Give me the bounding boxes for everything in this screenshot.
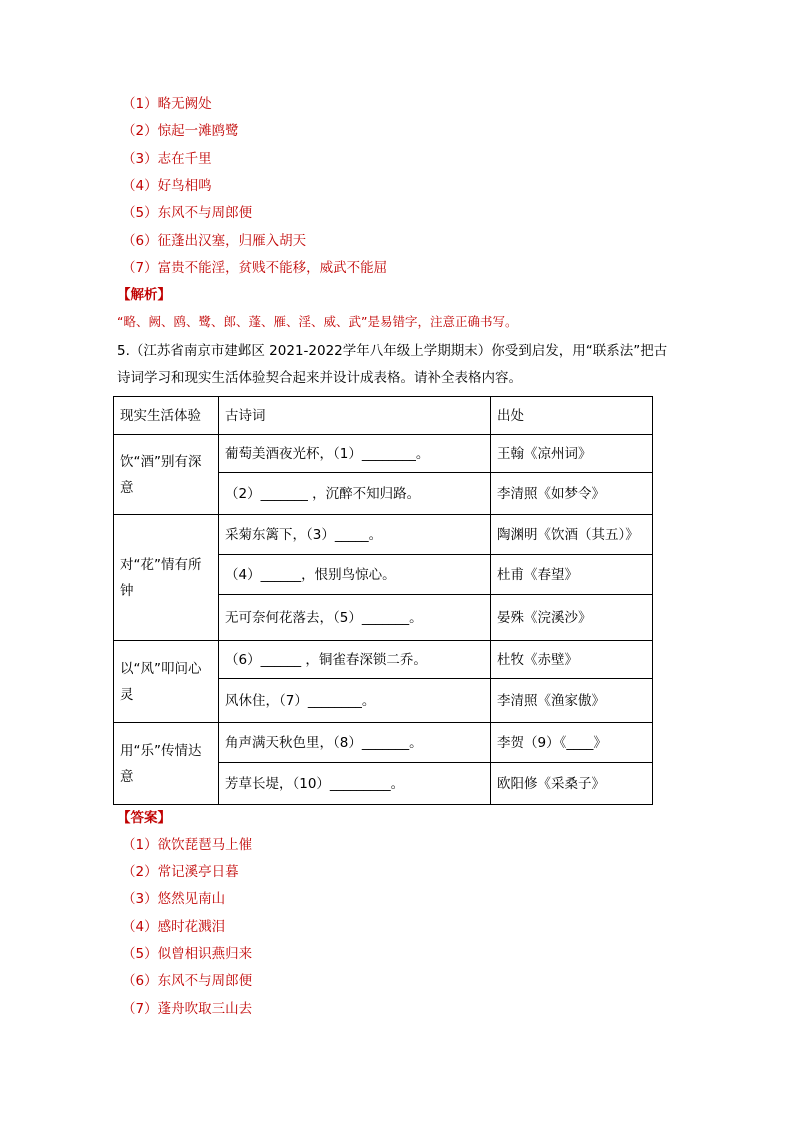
table-row bbox=[114, 435, 653, 473]
question-text: 5.（江苏省南京市建邺区 2021-2022学年八年级上学期期末）你受到启发，用“联系法”把古诗词学习和现实生活体验契合起来并设计成表格。请补全表格内容。 bbox=[117, 343, 668, 386]
category-cell: 用“乐”传情达意 bbox=[114, 723, 219, 805]
answer-item: （1）欲饮琵琶马上催 bbox=[122, 837, 253, 853]
answer-item: （5）似曾相识燕归来 bbox=[122, 946, 253, 962]
poem-cell: （2）_______ ，沉醉不知归路。 bbox=[219, 473, 491, 515]
answer-item: （2）常记溪亭日暮 bbox=[122, 864, 239, 880]
table-header: 出处 bbox=[491, 397, 653, 435]
poem-cell: （6）______ ，铜雀春深锁二乔。 bbox=[219, 641, 491, 679]
table-header: 现实生活体验 bbox=[114, 397, 219, 435]
analysis-text: “略、阙、鸥、鹭、郎、蓬、雁、淫、威、武”是易错字，注意正确书写。 bbox=[117, 314, 518, 329]
poem-cell: （4）______，恨别鸟惊心。 bbox=[219, 555, 491, 595]
source-cell: 李清照《如梦令》 bbox=[491, 473, 653, 515]
source-cell: 王翰《凉州词》 bbox=[491, 435, 653, 473]
category-cell: 饮“酒”别有深意 bbox=[114, 435, 219, 515]
answer-item: （3）悠然见南山 bbox=[122, 891, 226, 907]
source-cell: 晏殊《浣溪沙》 bbox=[491, 595, 653, 641]
category-cell: 以“风”叩问心灵 bbox=[114, 641, 219, 723]
poem-cell: 芳草长堤，（10）_________。 bbox=[219, 763, 491, 805]
answer-item: （3）志在千里 bbox=[122, 151, 212, 167]
answer-item: （2）惊起一滩鸥鹭 bbox=[122, 123, 239, 139]
source-cell: 欧阳修《采桑子》 bbox=[491, 763, 653, 805]
source-cell: 杜牧《赤壁》 bbox=[491, 641, 653, 679]
table-header-row bbox=[114, 397, 653, 435]
answer-item: （4）好鸟相鸣 bbox=[122, 178, 212, 194]
source-cell: 陶渊明《饮酒（其五）》 bbox=[491, 515, 653, 555]
answer-item: （6）征蓬出汉塞，归雁入胡天 bbox=[122, 233, 307, 249]
answer-item: （1）略无阙处 bbox=[122, 96, 212, 112]
poem-cell: 葡萄美酒夜光杯，（1）________。 bbox=[219, 435, 491, 473]
poem-cell: 角声满天秋色里，（8）_______。 bbox=[219, 723, 491, 763]
answer-item: （5）东风不与周郎便 bbox=[122, 205, 253, 221]
poem-cell: 风休住，（7）________。 bbox=[219, 679, 491, 723]
answer-label: 【答案】 bbox=[117, 810, 171, 826]
table-row bbox=[114, 515, 653, 555]
table-row bbox=[114, 641, 653, 679]
poem-table bbox=[113, 396, 653, 805]
answer-item: （4）感时花溅泪 bbox=[122, 919, 226, 935]
table-header: 古诗词 bbox=[219, 397, 491, 435]
table-row bbox=[114, 723, 653, 763]
poem-cell: 无可奈何花落去，（5）_______。 bbox=[219, 595, 491, 641]
poem-cell: 采菊东篱下，（3）_____。 bbox=[219, 515, 491, 555]
answer-item: （6）东风不与周郎便 bbox=[122, 973, 253, 989]
source-cell: 李清照《渔家傲》 bbox=[491, 679, 653, 723]
category-cell: 对“花”情有所钟 bbox=[114, 515, 219, 641]
answer-item: （7）富贵不能淫，贫贱不能移，威武不能屈 bbox=[122, 260, 388, 276]
source-cell: 杜甫《春望》 bbox=[491, 555, 653, 595]
answer-item: （7）蓬舟吹取三山去 bbox=[122, 1001, 253, 1017]
source-cell: 李贺（9）《____》 bbox=[491, 723, 653, 763]
analysis-label: 【解析】 bbox=[117, 287, 171, 303]
